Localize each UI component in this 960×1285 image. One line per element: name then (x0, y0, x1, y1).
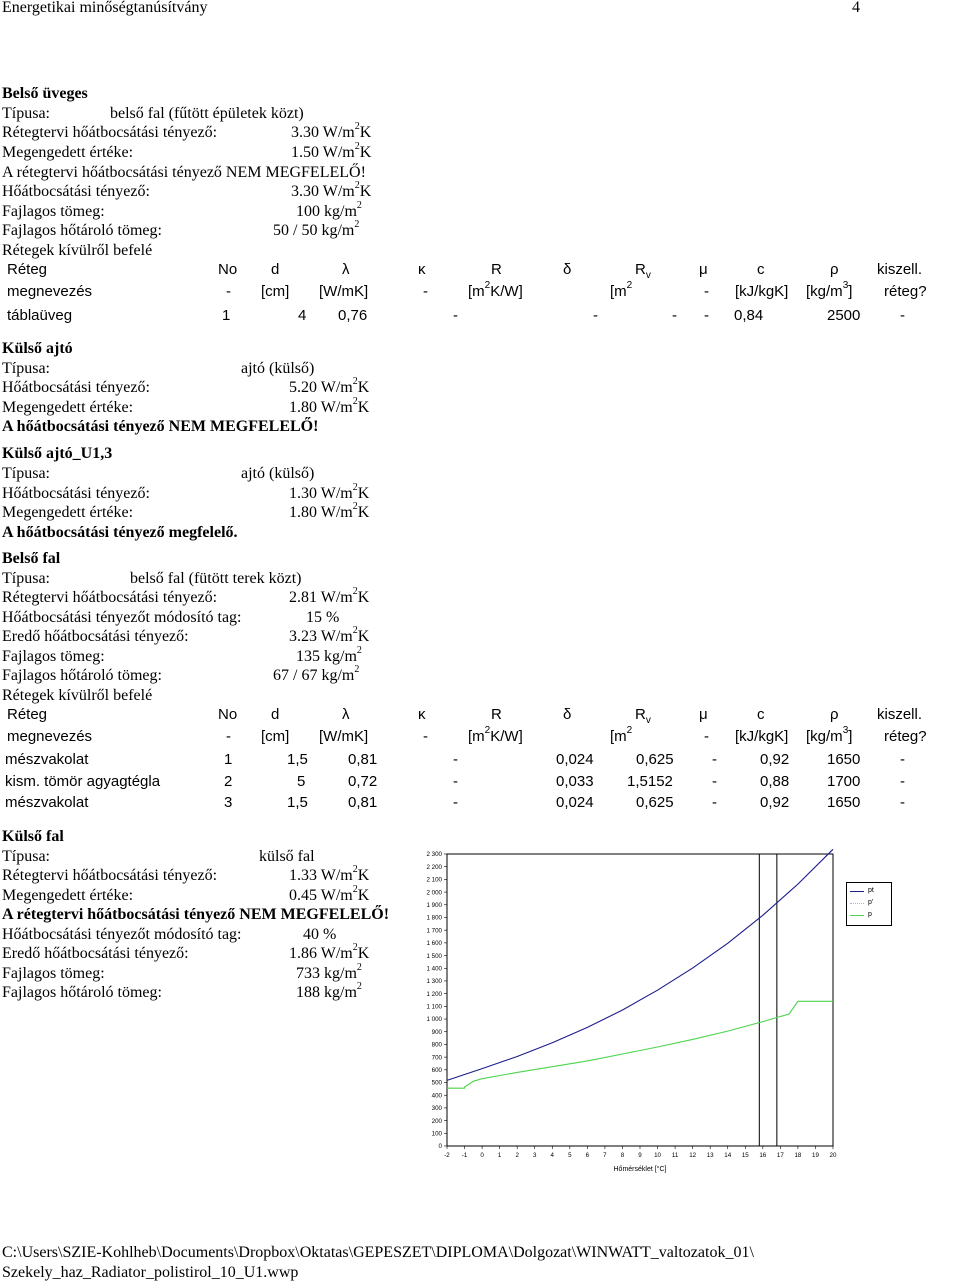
table-header-cell: κ (418, 706, 426, 723)
file-path-line2: Szekely_haz_Radiator_polistirol_10_U1.wwp (2, 1264, 299, 1281)
section-title: Belső üveges (2, 85, 88, 102)
y-tick-label: 1 500 (426, 952, 442, 960)
layer-c: 0,84 (734, 307, 764, 324)
table-unit-cell: [cm] (261, 283, 290, 300)
allowed-value-line: 0.45 $W/m^2K$ (289, 883, 370, 904)
table-unit-cell: - (226, 728, 231, 745)
heat-value: 67 / 67 (273, 667, 318, 684)
table-unit-cell: [W/mK] (319, 283, 369, 300)
u2-value: 3.30 (291, 183, 319, 200)
y-tick-label: 1 700 (426, 927, 442, 935)
table-header-cell: Réteg (7, 261, 48, 278)
table-header-cell: μ (699, 261, 708, 278)
table-unit-cell: $[m^2K/W]$ (468, 280, 523, 300)
allowed-value: 1.80 (289, 399, 317, 416)
x-tick-label: 13 (706, 1152, 714, 1159)
eredo-value-line: 3.23 $W/m^2K$ (289, 624, 370, 645)
layer-rho: 1700 (827, 773, 861, 790)
mass-label: Fajlagos tömeg: (2, 203, 105, 220)
x-tick-label: 6 (585, 1152, 590, 1159)
u2-value-line: 3.30 $W/m^2K$ (291, 179, 372, 200)
layer-kappa: - (453, 307, 458, 324)
legend-label: p' (868, 899, 874, 906)
x-tick-label: -2 (444, 1152, 450, 1159)
layer-r: 0,033 (556, 773, 594, 790)
eredo-label: Eredő hőátbocsátási tényező: (2, 628, 189, 645)
type-value: ajtó (külső) (241, 360, 315, 377)
layer-c: 0,92 (760, 751, 790, 768)
table-header-cell: No (218, 706, 238, 723)
type-label: Típusa: (2, 105, 50, 122)
table-unit-cell: [$m^2$ (610, 280, 633, 300)
table-unit-cell: - (423, 728, 428, 745)
allowed-label: Megengedett értéke: (2, 399, 134, 416)
legend-swatch (850, 915, 864, 916)
heat-label: Fajlagos hőtároló tömeg: (2, 222, 162, 239)
section-title: Belső fal (2, 550, 61, 567)
y-tick-label: 800 (431, 1041, 442, 1049)
type-label: Típusa: (2, 465, 50, 482)
layer-delta: 1,5152 (627, 773, 673, 790)
table-unit-cell: megnevezés (7, 728, 93, 745)
layer-vent: - (900, 751, 905, 768)
x-tick-label: -1 (461, 1152, 468, 1159)
y-tick-label: 200 (431, 1117, 442, 1125)
mass-value: 100 (296, 203, 320, 220)
heat-value-line: 50 / 50 $kg/m^2$ (273, 218, 360, 239)
table-unit-cell: $[m^2K/W]$ (468, 725, 523, 745)
layer-delta: - (593, 307, 598, 324)
layer-lambda: 0,81 (348, 794, 378, 811)
x-tick-label: 7 (603, 1152, 607, 1159)
layer-c: 0,92 (760, 794, 790, 811)
y-tick-label: 100 (431, 1130, 442, 1138)
y-tick-label: 1 600 (426, 940, 442, 948)
u-label: Hőátbocsátási tényező: (2, 485, 150, 502)
y-tick-label: 1 000 (426, 1016, 442, 1024)
y-tick-label: 1 200 (426, 990, 442, 998)
mod-value: 15 % (306, 609, 340, 626)
u-label: Rétegtervi hőátbocsátási tényező: (2, 867, 218, 884)
u-label: Rétegtervi hőátbocsátási tényező: (2, 124, 218, 141)
allowed-value: 1.50 (291, 144, 319, 161)
layer-rho: 2500 (827, 307, 861, 324)
layer-mu: - (712, 773, 717, 790)
y-tick-label: 2 000 (426, 889, 442, 897)
y-tick-label: 500 (431, 1079, 442, 1087)
type-label: Típusa: (2, 848, 50, 865)
u-value-line: 1.33 $W/m^2K$ (289, 863, 370, 884)
layer-rho: 1650 (827, 794, 861, 811)
section-title: Külső ajtó_U1,3 (2, 445, 113, 462)
x-tick-label: 11 (671, 1152, 679, 1159)
u-value-line: 2.81 $W/m^2K$ (289, 585, 370, 606)
y-tick-label: 1 400 (426, 965, 442, 973)
mass-label: Fajlagos tömeg: (2, 965, 105, 982)
heat-value-line: 67 / 67 $kg/m^2$ (273, 663, 360, 684)
legend-label: p (868, 911, 872, 918)
table-header-cell: kiszell. (877, 706, 923, 723)
layer-vent: - (900, 794, 905, 811)
layer-rho: 1650 (827, 751, 861, 768)
table-header-cell: c (757, 261, 765, 278)
mass-value-line: 135 $kg/m^2$ (296, 644, 362, 665)
layer-mu: - (712, 751, 717, 768)
x-tick-label: 18 (794, 1152, 802, 1159)
x-tick-label: 15 (741, 1152, 749, 1159)
x-tick-label: 12 (689, 1152, 697, 1159)
table-header-cell: ρ (830, 706, 839, 723)
layers-label: Rétegek kívülről befelé (2, 242, 153, 259)
table-unit-cell: réteg? (884, 283, 927, 300)
layer-d: 4 (298, 307, 307, 324)
table-unit-cell: $[kg/m^3]$ (806, 280, 853, 300)
heat-label: Fajlagos hőtároló tömeg: (2, 984, 162, 1001)
x-tick-label: 16 (759, 1152, 767, 1159)
x-tick-label: 17 (776, 1152, 784, 1159)
allowed-value: 0.45 (289, 887, 317, 904)
x-tick-label: 2 (515, 1152, 519, 1159)
allowed-value-line: 1.80 $W/m^2K$ (289, 395, 370, 416)
table-header-cell: λ (342, 261, 350, 278)
table-unit-cell: [W/mK] (319, 728, 369, 745)
layer-name: kism. tömör agyagtégla (5, 773, 161, 790)
layer-vent: - (900, 773, 905, 790)
legend-label: pt (868, 887, 874, 894)
table-header-cell: R (491, 261, 502, 278)
y-tick-label: 400 (431, 1092, 442, 1100)
verdict: A rétegtervi hőátbocsátási tényező NEM MEGFELELŐ! (2, 906, 390, 923)
y-tick-label: 2 200 (426, 863, 442, 871)
allowed-value-line: 1.50 $W/m^2K$ (291, 140, 372, 161)
heat-value-line: 188 $kg/m^2$ (296, 980, 362, 1001)
layer-kappa: - (453, 751, 458, 768)
layer-delta: 0,625 (636, 751, 674, 768)
x-tick-label: 1 (497, 1152, 502, 1159)
mass-value-line: 733 $kg/m^2$ (296, 961, 362, 982)
x-tick-label: 5 (568, 1152, 572, 1159)
mod-label: Hőátbocsátási tényezőt módosító tag: (2, 926, 242, 943)
layer-mu: - (704, 307, 709, 324)
table-unit-cell: - (226, 283, 231, 300)
x-tick-label: 3 (533, 1152, 537, 1159)
mass-value-line: 100 $kg/m^2$ (296, 199, 362, 220)
table-unit-cell: [$m^2$ (610, 725, 633, 745)
y-axis (427, 851, 447, 1150)
u-value: 1.33 (289, 867, 317, 884)
verdict: A hőátbocsátási tényező NEM MEGFELELŐ! (2, 418, 319, 435)
chart-legend-box (846, 882, 892, 926)
x-axis-label: Hőmérséklet [°C] (613, 1166, 667, 1173)
pressure-chart (420, 845, 858, 1175)
eredo-value: 3.23 (289, 628, 317, 645)
y-tick-label: 700 (431, 1054, 442, 1062)
allowed-label: Megengedett értéke: (2, 504, 134, 521)
table-header-cell: R (491, 706, 502, 723)
layer-no: 3 (224, 794, 233, 811)
heat-label: Fajlagos hőtároló tömeg: (2, 667, 162, 684)
u-label: Rétegtervi hőátbocsátási tényező: (2, 589, 218, 606)
u-value: 1.30 (289, 485, 317, 502)
u2-label: Hőátbocsátási tényező: (2, 183, 150, 200)
layer-no: 1 (222, 307, 231, 324)
layer-lambda: 0,72 (348, 773, 378, 790)
layer-vent: - (900, 307, 905, 324)
table-unit-cell: - (423, 283, 428, 300)
table-unit-cell: réteg? (884, 728, 927, 745)
layer-name: mészvakolat (5, 794, 89, 811)
u-value: 5.20 (289, 379, 317, 396)
table-header-cell: c (757, 706, 765, 723)
table-unit-cell: $[kg/m^3]$ (806, 725, 853, 745)
mass-value: 733 (296, 965, 320, 982)
table-header-cell: μ (699, 706, 708, 723)
section-title: Külső ajtó (2, 340, 73, 357)
table-header-cell: kiszell. (877, 261, 923, 278)
allowed-value: 1.80 (289, 504, 317, 521)
x-tick-label: 20 (829, 1152, 837, 1159)
table-header-cell: $R_v$ (635, 261, 651, 281)
u-label: Hőátbocsátási tényező: (2, 379, 150, 396)
table-header-cell: λ (342, 706, 350, 723)
table-unit-cell: - (704, 728, 709, 745)
x-axis (444, 1146, 837, 1159)
table-header-cell: δ (563, 706, 572, 723)
table-header-cell: κ (418, 261, 426, 278)
x-tick-label: 14 (724, 1152, 732, 1159)
layer-lambda: 0,76 (338, 307, 368, 324)
page-number: 4 (852, 0, 860, 16)
table-unit-cell: [cm] (261, 728, 290, 745)
heat-value: 50 / 50 (273, 222, 318, 239)
y-tick-label: 1 800 (426, 914, 442, 922)
x-tick-label: 10 (654, 1152, 661, 1159)
y-tick-label: 1 300 (426, 978, 442, 986)
u-value-line: 3.30 $W/m^2K$ (291, 120, 372, 141)
layer-r: 0,024 (556, 751, 594, 768)
mod-label: Hőátbocsátási tényezőt módosító tag: (2, 609, 242, 626)
mass-label: Fajlagos tömeg: (2, 648, 105, 665)
y-tick-label: 2 300 (426, 851, 442, 859)
eredo-value: 1.86 (289, 945, 317, 962)
allowed-label: Megengedett értéke: (2, 144, 134, 161)
table-unit-cell: - (704, 283, 709, 300)
layer-no: 2 (224, 773, 233, 790)
table-unit-cell: [kJ/kgK] (735, 728, 789, 745)
x-tick-label: 0 (480, 1152, 484, 1159)
type-value: belső fal (fűtött épületek közt) (110, 105, 304, 122)
layer-delta: 0,625 (636, 794, 674, 811)
verdict: A hőátbocsátási tényező megfelelő. (2, 524, 238, 541)
layer-lambda: 0,81 (348, 751, 378, 768)
layer-no: 1 (224, 751, 233, 768)
type-label: Típusa: (2, 360, 50, 377)
x-tick-label: 4 (550, 1152, 554, 1159)
layer-d: 1,5 (287, 794, 308, 811)
y-tick-label: 1 900 (426, 901, 442, 909)
x-tick-label: 9 (638, 1152, 642, 1159)
y-tick-label: 300 (431, 1105, 442, 1113)
file-path-line1: C:\Users\SZIE-Kohlheb\Documents\Dropbox\Oktatas\GEPESZET\DIPLOMA\Dolgozat\WINWATT_valtozatok_01\ (2, 1244, 754, 1261)
layer-mu: - (712, 794, 717, 811)
table-unit-cell: [kJ/kgK] (735, 283, 789, 300)
section-title: Külső fal (2, 828, 64, 845)
layer-c: 0,88 (760, 773, 790, 790)
u-value-line: 5.20 $W/m^2K$ (289, 375, 370, 396)
y-tick-label: 0 (438, 1143, 442, 1151)
type-value: belső fal (fütött terek közt) (130, 570, 302, 587)
layers-label: Rétegek kívülről befelé (2, 687, 153, 704)
table-header-cell: δ (563, 261, 572, 278)
table-header-cell: $R_v$ (635, 706, 651, 726)
u-value: 2.81 (289, 589, 317, 606)
table-header-cell: Réteg (7, 706, 48, 723)
legend-swatch (850, 891, 864, 892)
type-value: külső fal (259, 848, 315, 865)
y-tick-label: 1 100 (426, 1003, 442, 1011)
u-value-line: 1.30 $W/m^2K$ (289, 481, 370, 502)
document-title: Energetikai minőségtanúsítvány (2, 0, 208, 16)
mod-value: 40 % (303, 926, 337, 943)
layer-kappa: - (453, 794, 458, 811)
layer-kappa: - (453, 773, 458, 790)
layer-name: táblaüveg (7, 307, 73, 324)
heat-value: 188 (296, 984, 320, 1001)
allowed-label: Megengedett értéke: (2, 887, 134, 904)
y-tick-label: 900 (431, 1028, 442, 1036)
legend-item (850, 910, 890, 920)
u-value: 3.30 (291, 124, 319, 141)
verdict: A rétegtervi hőátbocsátási tényező NEM MEGFELELŐ! (2, 164, 366, 181)
layer-name: mészvakolat (5, 751, 89, 768)
eredo-label: Eredő hőátbocsátási tényező: (2, 945, 189, 962)
type-label: Típusa: (2, 570, 50, 587)
layer-d: 5 (297, 773, 306, 790)
layer-d: 1,5 (287, 751, 308, 768)
type-value: ajtó (külső) (241, 465, 315, 482)
eredo-value-line: 1.86 $W/m^2K$ (289, 941, 370, 962)
legend-item (850, 886, 890, 896)
legend-item (850, 898, 890, 908)
layer-r: 0,024 (556, 794, 594, 811)
mass-value: 135 (296, 648, 320, 665)
y-tick-label: 2 100 (426, 876, 442, 884)
x-tick-label: 19 (812, 1152, 819, 1159)
table-header-cell: No (218, 261, 238, 278)
table-header-cell: ρ (830, 261, 839, 278)
table-header-cell: d (271, 261, 280, 278)
allowed-value-line: 1.80 $W/m^2K$ (289, 500, 370, 521)
table-unit-cell: megnevezés (7, 283, 93, 300)
layer-rv: - (672, 307, 677, 324)
y-tick-label: 600 (431, 1067, 442, 1075)
legend-swatch (850, 903, 864, 904)
table-header-cell: d (271, 706, 280, 723)
x-tick-label: 8 (620, 1152, 625, 1159)
